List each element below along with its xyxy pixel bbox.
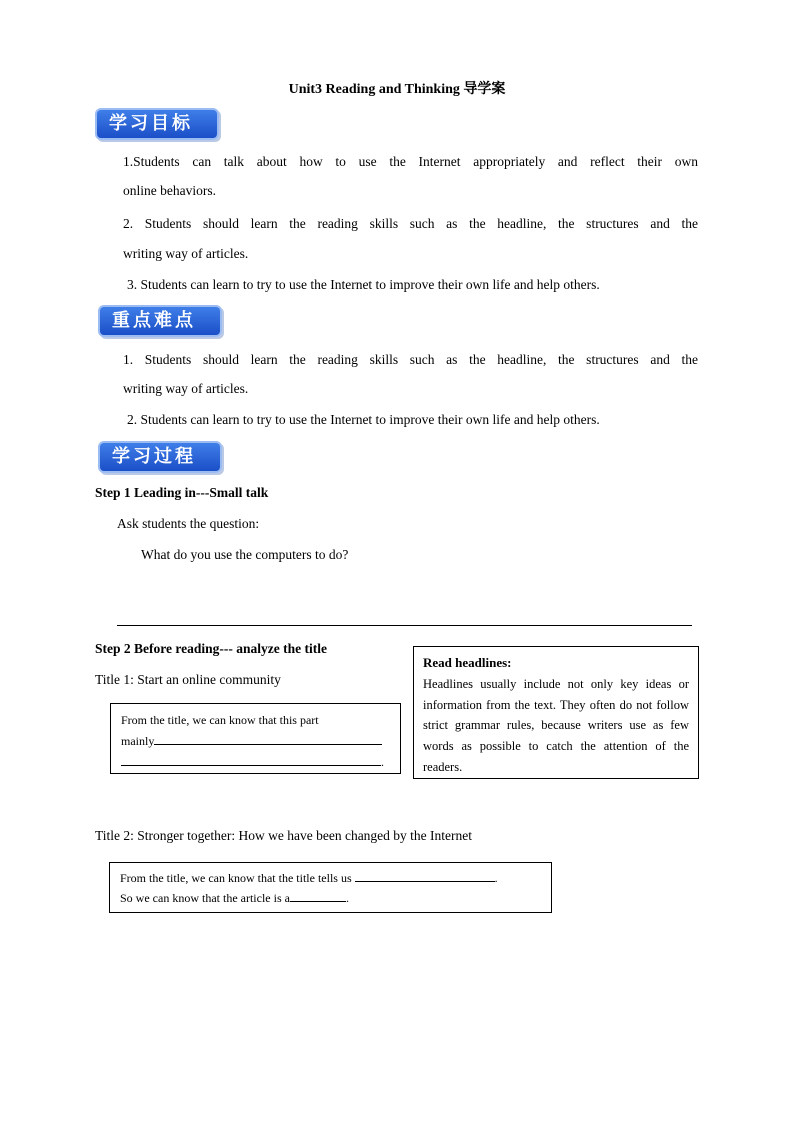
- step1-ask: Ask students the question:: [117, 516, 260, 531]
- objective-2-line-1: 2. Students should learn the reading skills such as the headline, the structures and the: [123, 216, 698, 231]
- read-headlines-box: [413, 646, 699, 779]
- key-point-1-line-1: 1. Students should learn the reading skills such as the headline, the structures and the: [123, 352, 698, 367]
- objective-3: 3. Students can learn to try to use the Internet to improve their own life and help others.: [127, 277, 600, 292]
- read-headlines-title: Read headlines:: [423, 655, 512, 670]
- box2-period-1: .: [494, 871, 498, 885]
- step2-heading: Step 2 Before reading--- analyze the title: [95, 641, 327, 656]
- title1-answer-box: [110, 703, 401, 774]
- box1-line-1: From the title, we can know that this part: [121, 713, 319, 727]
- answer-line[interactable]: [117, 625, 692, 626]
- box2-period-2: .: [345, 891, 349, 905]
- box2-blank-1[interactable]: [355, 869, 495, 882]
- title2-text: Title 2: Stronger together: How we have been changed by the Internet: [95, 828, 473, 843]
- box2-line-1: [120, 868, 541, 888]
- step1-question: What do you use the computers to do?: [141, 547, 349, 562]
- objective-1-line-1: 1.Students can talk about how to use the Internet appropriately and reflect their own: [123, 154, 698, 169]
- section-badge-key-points: 重点难点: [98, 305, 222, 337]
- box2-blank-2[interactable]: [290, 889, 346, 902]
- box1-line-3: [121, 752, 390, 773]
- box1-line-2: [121, 731, 390, 752]
- box1-blank-2[interactable]: [121, 753, 381, 766]
- box1-blank-1[interactable]: [154, 732, 382, 745]
- title2-answer-box: [109, 862, 552, 913]
- objective-2-line-2: writing way of articles.: [123, 246, 249, 261]
- box1-mainly: mainly: [121, 734, 155, 748]
- box2-line-2: [120, 888, 541, 908]
- step1-heading: Step 1 Leading in---Small talk: [95, 485, 269, 500]
- box2-text-2: So we can know that the article is a: [120, 891, 290, 905]
- document-title: Unit3 Reading and Thinking 导学案: [288, 82, 506, 97]
- box1-period: .: [381, 755, 384, 769]
- section-badge-process: 学习过程: [98, 441, 222, 473]
- title1-text: Title 1: Start an online community: [95, 672, 281, 687]
- read-headlines-body: Headlines usually include not only key ideas or information from the text. They often do not follow strict grammar rules, because writers use as few words as possible to catch the attention of the readers.: [423, 676, 689, 774]
- box2-text-1: From the title, we can know that the title tells us: [120, 871, 352, 885]
- key-point-2: 2. Students can learn to try to use the Internet to improve their own life and help others.: [127, 412, 600, 427]
- section-badge-objectives: 学习目标: [95, 108, 219, 140]
- objective-1-line-2: online behaviors.: [123, 183, 216, 198]
- key-point-1-line-2: writing way of articles.: [123, 381, 249, 396]
